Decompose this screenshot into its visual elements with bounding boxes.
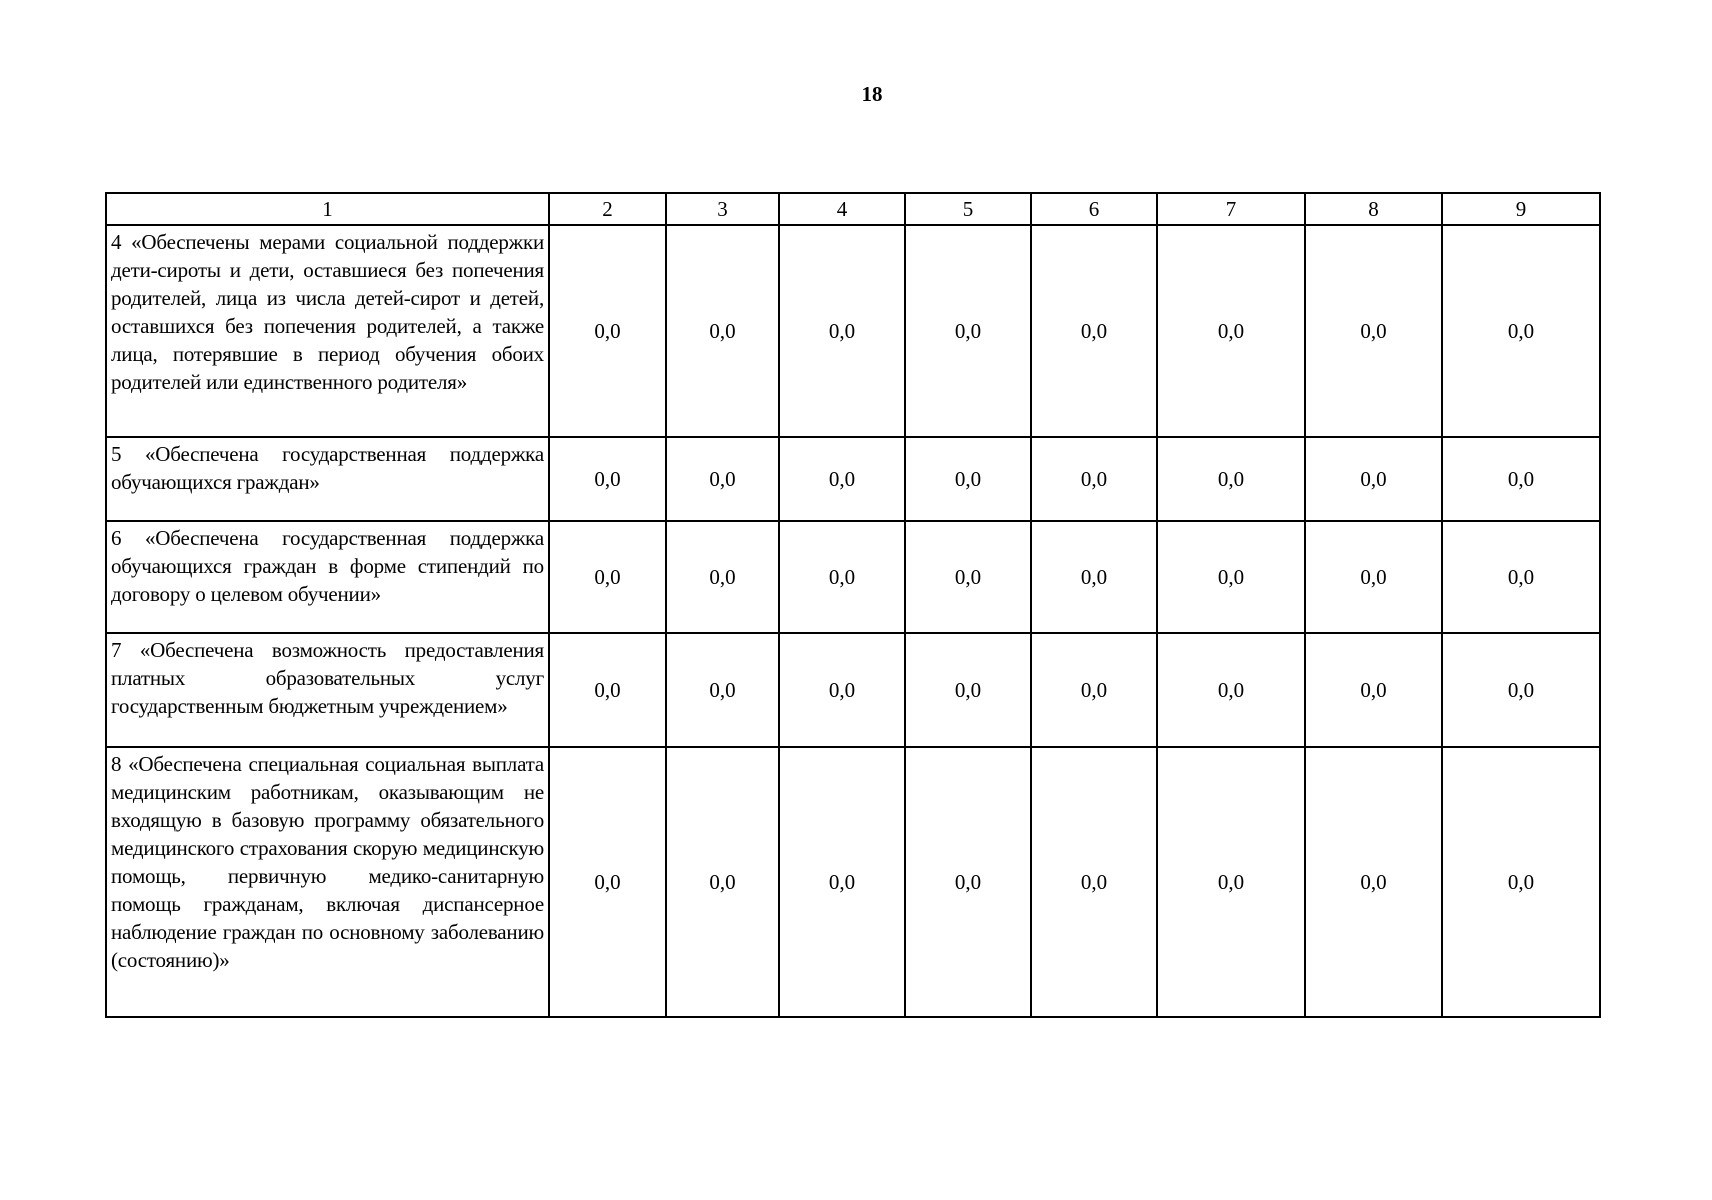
column-header: 2 <box>549 193 666 225</box>
column-header: 6 <box>1031 193 1157 225</box>
table-cell: 0,0 <box>779 437 905 521</box>
table-cell: 0,0 <box>666 437 779 521</box>
table-cell: 0,0 <box>905 747 1031 1017</box>
table-cell: 0,0 <box>1031 747 1157 1017</box>
table-cell: 0,0 <box>666 747 779 1017</box>
table-cell: 0,0 <box>1031 521 1157 633</box>
table-cell: 0,0 <box>1305 633 1442 747</box>
row-label: 4 «Обеспечены мерами социальной поддержки дети-сироты и дети, оставшиеся без попечения родителей, лица из числа детей-сирот и детей, оставшихся без попечения родителей, а также лица, потерявшие в период обучения обоих родителей или единственного родителя» <box>106 225 549 437</box>
table-cell: 0,0 <box>1157 633 1305 747</box>
table-cell: 0,0 <box>1031 633 1157 747</box>
table-cell: 0,0 <box>1305 437 1442 521</box>
table-cell: 0,0 <box>1442 633 1600 747</box>
table-cell: 0,0 <box>666 633 779 747</box>
table-row <box>106 633 1600 747</box>
table-cell: 0,0 <box>549 437 666 521</box>
table-cell: 0,0 <box>905 437 1031 521</box>
table-cell: 0,0 <box>905 633 1031 747</box>
table-cell: 0,0 <box>779 225 905 437</box>
page-number: 18 <box>861 82 883 106</box>
table-row <box>106 521 1600 633</box>
data-table <box>105 192 1601 1018</box>
table-cell: 0,0 <box>1442 225 1600 437</box>
table-cell: 0,0 <box>1157 225 1305 437</box>
table-cell: 0,0 <box>905 521 1031 633</box>
row-label: 6 «Обеспечена государственная поддержка обучающихся граждан в форме стипендий по договору о целевом обучении» <box>106 521 549 633</box>
table-cell: 0,0 <box>1157 521 1305 633</box>
table-row <box>106 225 1600 437</box>
table-cell: 0,0 <box>1031 437 1157 521</box>
table-cell: 0,0 <box>1157 437 1305 521</box>
table-cell: 0,0 <box>1305 521 1442 633</box>
table-cell: 0,0 <box>549 225 666 437</box>
table-cell: 0,0 <box>779 521 905 633</box>
table-cell: 0,0 <box>1442 437 1600 521</box>
column-header: 4 <box>779 193 905 225</box>
table-row <box>106 747 1600 1017</box>
table-row <box>106 437 1600 521</box>
table-cell: 0,0 <box>1305 225 1442 437</box>
column-header: 3 <box>666 193 779 225</box>
row-label: 7 «Обеспечена возможность предоставления платных образовательных услуг государственным бюджетным учреждением» <box>106 633 549 747</box>
table-cell: 0,0 <box>666 225 779 437</box>
table-cell: 0,0 <box>779 633 905 747</box>
column-header: 7 <box>1157 193 1305 225</box>
column-header: 8 <box>1305 193 1442 225</box>
table-cell: 0,0 <box>779 747 905 1017</box>
column-header: 5 <box>905 193 1031 225</box>
table-cell: 0,0 <box>1157 747 1305 1017</box>
table-cell: 0,0 <box>549 747 666 1017</box>
table-cell: 0,0 <box>1305 747 1442 1017</box>
column-header: 1 <box>106 193 549 225</box>
table-cell: 0,0 <box>549 633 666 747</box>
table-cell: 0,0 <box>905 225 1031 437</box>
table-cell: 0,0 <box>666 521 779 633</box>
header-row <box>106 193 1600 225</box>
table-cell: 0,0 <box>549 521 666 633</box>
data-table-container <box>105 192 1599 1018</box>
column-header: 9 <box>1442 193 1600 225</box>
row-label: 8 «Обеспечена специальная социальная выплата медицинским работникам, оказывающим не входящую в базовую программу обязательного медицинского страхования скорую медицинскую помощь, первичную медико-санитарную помощь гражданам, включая диспансерное наблюдение граждан по основному заболеванию (состоянию)» <box>106 747 549 1017</box>
table-cell: 0,0 <box>1442 747 1600 1017</box>
row-label: 5 «Обеспечена государственная поддержка обучающихся граждан» <box>106 437 549 521</box>
table-cell: 0,0 <box>1031 225 1157 437</box>
table-cell: 0,0 <box>1442 521 1600 633</box>
